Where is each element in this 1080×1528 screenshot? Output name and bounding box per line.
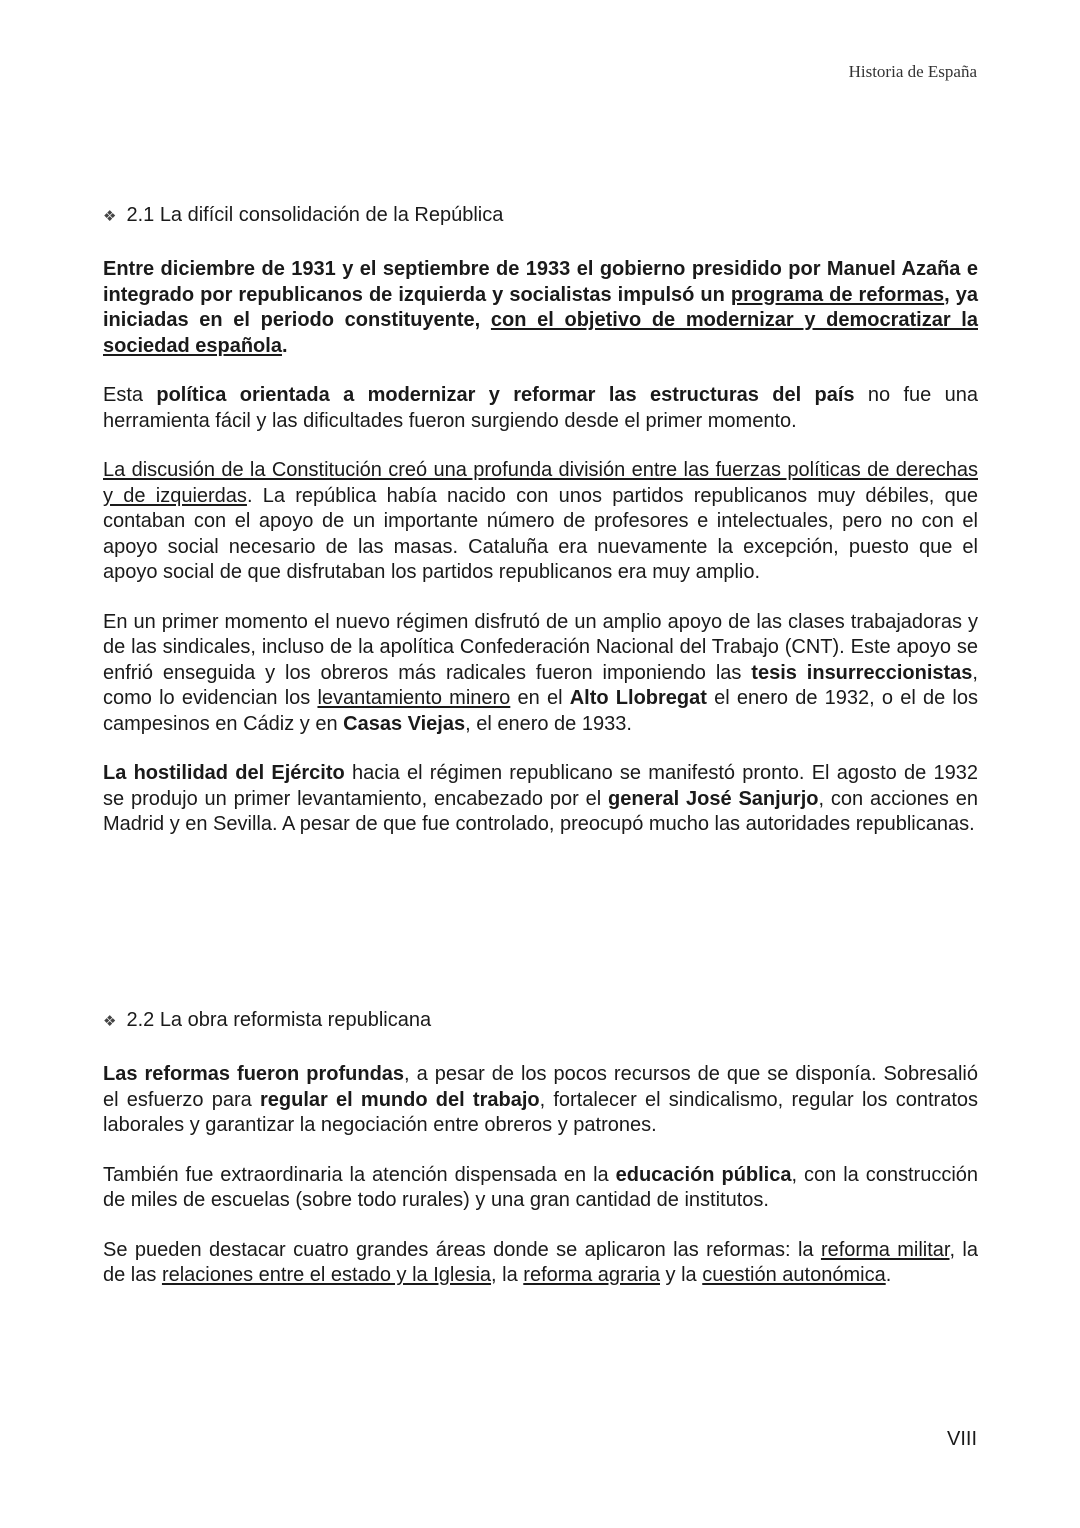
text-run: tesis insurreccionistas [751, 661, 973, 684]
text-run: , a pesar de los pocos recursos de que se disponía. Sobresalió el esfuerzo para [103, 1063, 978, 1111]
text-run: También fue extraordinaria la atención dispensada en la [103, 1163, 616, 1186]
text-run: La hostilidad del Ejército [103, 762, 345, 784]
section-2-2 [103, 1009, 978, 1313]
running-header: Historia de España [848, 62, 977, 81]
text-run: el enero de 1932, o el de los campesinos en Cádiz y en [103, 687, 978, 735]
paragraph [103, 610, 978, 738]
section-heading [103, 1009, 978, 1032]
paragraph [103, 761, 978, 838]
text-run: , la [491, 1264, 524, 1286]
text-run: levantamiento minero [317, 687, 511, 709]
text-run: hacia el régimen republicano se manifestó pronto. El agosto de 1932 se produjo un primer levantamiento, encabezado por el [103, 762, 978, 810]
paragraph [103, 257, 978, 359]
text-run: relaciones entre el estado y la Iglesia [161, 1264, 492, 1286]
page-number: VIII [946, 1428, 977, 1450]
text-run: . [281, 334, 288, 357]
text-run: Alto Llobregat [569, 687, 707, 709]
text-run: En un primer momento el nuevo régimen disfrutó de un amplio apoyo de las clases trabajadoras y de las sindicales, incluso de la apolítica Confederación Nacional del Trabajo (CNT). Este apoyo se enfrió enseguida y los obreros más radicales fueron imponiendo las [103, 610, 978, 684]
text-run: Esta [103, 384, 157, 406]
diamond-bullet-icon: ❖ [103, 207, 117, 225]
text-run: . La república había nacido con unos partidos republicanos muy débiles, que contaban con el apoyo de un importante número de profesores e intelectuales, pero no con el apoyo social necesario de las masas. Cataluña era nuevamente la excepción, puesto que el apoyo social de que disfrutaban los partidos republicanos era muy amplio. [103, 484, 978, 583]
text-run: con el objetivo de modernizar y democratizar la sociedad española [103, 309, 978, 357]
text-run: , fortalecer el sindicalismo, regular los contratos laborales y garantizar la negociación entre obreros y patrones. [103, 1088, 978, 1136]
text-run: Entre diciembre de 1931 y el septiembre de 1933 el gobierno presidido por Manuel Azaña e integrado por republicanos de izquierda y socialistas impulsó un [103, 258, 978, 306]
text-run: . [885, 1264, 892, 1286]
text-run: , el enero de 1933. [465, 712, 632, 735]
section-heading [103, 204, 978, 227]
paragraph [103, 1062, 978, 1139]
text-run: , como lo evidencian los [103, 661, 978, 709]
text-run: en el [510, 687, 570, 709]
text-run: , con la construcción de miles de escuelas (sobre todo rurales) y una gran cantidad de institutos. [103, 1163, 979, 1211]
paragraph [103, 383, 978, 434]
text-run: reforma agraria [523, 1264, 660, 1286]
text-run: , ya iniciadas en el periodo constituyente, [103, 283, 979, 331]
section-2-1 [103, 204, 978, 862]
paragraph [103, 1238, 978, 1289]
paragraph [103, 458, 978, 586]
text-run: política orientada a modernizar y reformar las estructuras del país [156, 384, 855, 406]
section-heading-text: 2.1 La difícil consolidación de la República [126, 204, 504, 226]
text-run: Casas Viejas [343, 712, 466, 735]
text-run: cuestión autonómica [702, 1264, 886, 1286]
text-run: Las reformas fueron profundas [103, 1063, 405, 1085]
text-run: La discusión de la Constitución creó una profunda división entre las fuerzas políticas de derechas y de izquierdas [103, 459, 978, 507]
text-run: regular el mundo del trabajo [259, 1088, 540, 1111]
section-heading-text: 2.2 La obra reformista republicana [126, 1009, 432, 1031]
text-run: programa de reformas [730, 283, 945, 306]
text-run: , la de las [103, 1238, 978, 1286]
text-run: reforma militar [820, 1238, 950, 1261]
text-run: Se pueden destacar cuatro grandes áreas donde se aplicaron las reformas: la [103, 1238, 821, 1261]
diamond-bullet-icon: ❖ [103, 1012, 117, 1030]
text-run: general José Sanjurjo [608, 787, 819, 810]
text-run: no fue una herramienta fácil y las dificultades fueron surgiendo desde el primer momento. [103, 384, 979, 432]
paragraph [103, 1163, 978, 1214]
text-run: , con acciones en Madrid y en Sevilla. A pesar de que fue controlado, preocupó mucho las autoridades republicanas. [103, 787, 979, 835]
text-run: educación pública [615, 1163, 792, 1186]
text-run: y la [660, 1264, 703, 1286]
